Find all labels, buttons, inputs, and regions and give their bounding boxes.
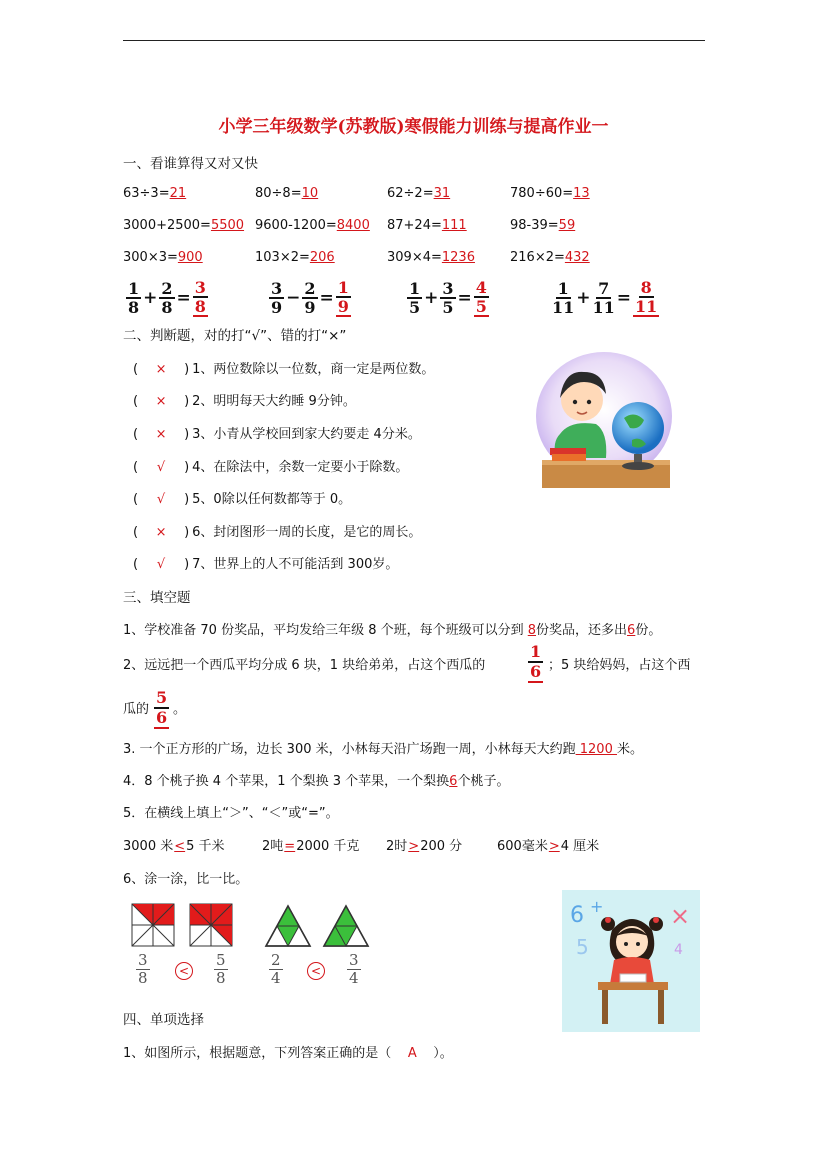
picture-fraction bbox=[269, 952, 283, 987]
fraction-equation bbox=[552, 279, 659, 317]
fraction bbox=[302, 280, 317, 316]
section-1-heading: 一、看谁算得又对又快 bbox=[123, 156, 258, 172]
fill-q2-text-1: 2、远远把一个西瓜平均分成 6 块，1 块给弟弟，占这个西瓜的 bbox=[123, 658, 486, 673]
fraction-numerator: 2 bbox=[271, 951, 281, 969]
paren-close: ) bbox=[184, 394, 190, 409]
paren-open: ( bbox=[133, 362, 139, 377]
calc-question: 309×4= bbox=[387, 250, 442, 265]
paren-close: ) bbox=[184, 492, 190, 507]
calc-answer: 59 bbox=[558, 218, 576, 233]
judge-mark: √ bbox=[156, 460, 166, 475]
calc-item bbox=[255, 186, 318, 201]
fill-q1-answer-1: 8 bbox=[527, 623, 537, 638]
calc-answer: 206 bbox=[309, 250, 335, 265]
fraction-numerator: 2 bbox=[161, 279, 173, 298]
fraction-denominator: 11 bbox=[552, 298, 575, 317]
equals-sign: = bbox=[319, 288, 334, 308]
fraction-numerator: 1 bbox=[557, 279, 569, 298]
calc-item bbox=[510, 218, 575, 233]
paren-open: ( bbox=[133, 394, 139, 409]
fill-q3-text-2: 米。 bbox=[616, 742, 643, 757]
fill-q2-fraction-1 bbox=[528, 643, 543, 683]
calc-item bbox=[255, 218, 370, 233]
calc-question: 3000+2500= bbox=[123, 218, 211, 233]
equals-sign: = bbox=[457, 288, 472, 308]
fraction-numerator: 8 bbox=[640, 278, 652, 297]
svg-text:5: 5 bbox=[576, 935, 589, 959]
fraction-denominator: 4 bbox=[271, 969, 281, 987]
judge-item bbox=[133, 521, 421, 540]
fraction-denominator: 8 bbox=[194, 297, 206, 316]
fraction-denominator: 6 bbox=[530, 662, 542, 681]
judge-mark: × bbox=[155, 427, 167, 442]
fraction-denominator: 8 bbox=[161, 298, 173, 317]
paren-close: ) bbox=[184, 525, 190, 540]
svg-text:4: 4 bbox=[674, 942, 683, 958]
judge-mark: √ bbox=[156, 492, 166, 507]
fraction-numerator: 5 bbox=[216, 951, 226, 969]
compare-sign: > bbox=[408, 839, 420, 854]
fill-q1-answer-2: 6 bbox=[627, 623, 636, 638]
compare-right: 200 分 bbox=[420, 839, 463, 854]
paren-open: ( bbox=[133, 557, 139, 572]
calc-question: 80÷8= bbox=[255, 186, 302, 201]
calc-item bbox=[123, 218, 244, 233]
judge-item bbox=[133, 358, 434, 377]
judge-mark: √ bbox=[156, 557, 166, 572]
calc-answer: 31 bbox=[433, 186, 451, 201]
result-fraction bbox=[193, 279, 208, 317]
compare-left: 3000 米 bbox=[123, 839, 174, 854]
choice-q1-text-2: ）。 bbox=[433, 1046, 453, 1061]
calc-answer: 10 bbox=[301, 186, 319, 201]
svg-text:+: + bbox=[590, 897, 604, 916]
calc-answer: 900 bbox=[177, 250, 203, 265]
calc-item bbox=[510, 186, 590, 201]
compare-circle: < bbox=[175, 962, 193, 980]
calc-question: 63÷3= bbox=[123, 186, 170, 201]
calc-item bbox=[255, 250, 335, 265]
fill-q3 bbox=[123, 738, 643, 757]
fill-q4 bbox=[123, 770, 509, 789]
calc-question: 780÷60= bbox=[510, 186, 574, 201]
judge-item bbox=[133, 456, 408, 475]
calc-question: 98-39= bbox=[510, 218, 559, 233]
fraction-numerator: 3 bbox=[442, 279, 454, 298]
fraction-denominator: 8 bbox=[128, 298, 140, 317]
fraction-denominator: 8 bbox=[216, 969, 226, 987]
equals-sign: = bbox=[176, 288, 191, 308]
compare-right: 2000 千克 bbox=[296, 839, 360, 854]
fraction-denominator: 8 bbox=[138, 969, 148, 987]
calc-question: 103×2= bbox=[255, 250, 310, 265]
compare-right: 5 千米 bbox=[186, 839, 225, 854]
choice-q1-text-1: 1、如图所示，根据题意，下列答案正确的是（ bbox=[123, 1046, 392, 1061]
calc-answer: 5500 bbox=[210, 218, 245, 233]
picture-fraction bbox=[214, 952, 228, 987]
fraction-denominator: 9 bbox=[304, 298, 316, 317]
result-fraction bbox=[336, 279, 351, 317]
result-fraction bbox=[633, 279, 659, 317]
choice-q1-answer: A bbox=[407, 1046, 417, 1061]
fraction-equation bbox=[126, 279, 208, 317]
judge-item bbox=[133, 553, 398, 572]
judge-item bbox=[133, 488, 351, 507]
paren-close: ) bbox=[184, 362, 190, 377]
judge-mark: × bbox=[155, 525, 167, 540]
shaded-squares-figure bbox=[130, 902, 240, 950]
calc-answer: 111 bbox=[441, 218, 467, 233]
judge-text: 6、封闭图形一周的长度，是它的周长。 bbox=[192, 525, 422, 540]
fraction-numerator: 7 bbox=[598, 279, 610, 298]
fraction bbox=[440, 280, 455, 316]
judge-text: 7、世界上的人不可能活到 300岁。 bbox=[192, 557, 399, 572]
svg-text:×: × bbox=[670, 902, 691, 930]
operator: + bbox=[143, 288, 158, 308]
section-4-heading: 四、单项选择 bbox=[123, 1012, 204, 1028]
fill-q4-text-1: 4．8 个桃子换 4 个苹果，1 个梨换 3 个苹果，一个梨换 bbox=[123, 774, 450, 789]
calc-item bbox=[510, 250, 590, 265]
paren-close: ) bbox=[184, 460, 190, 475]
choice-q1 bbox=[123, 1042, 453, 1061]
fill-q4-answer: 6 bbox=[449, 774, 458, 789]
fraction bbox=[593, 280, 615, 316]
fraction-denominator: 9 bbox=[271, 298, 283, 317]
fill-q2-text-3: 瓜的 bbox=[123, 702, 150, 717]
calc-question: 300×3= bbox=[123, 250, 178, 265]
judge-text: 4、在除法中，余数一定要小于除数。 bbox=[192, 460, 409, 475]
fraction-numerator: 3 bbox=[194, 278, 206, 297]
fraction-numerator: 5 bbox=[156, 688, 168, 707]
operator: + bbox=[576, 288, 591, 308]
compare-right: 4 厘米 bbox=[560, 839, 600, 854]
paren-open: ( bbox=[133, 525, 139, 540]
paren-close: ) bbox=[184, 557, 190, 572]
calc-item bbox=[387, 250, 475, 265]
judge-item bbox=[133, 390, 356, 409]
fraction bbox=[126, 280, 141, 316]
compare-sign: > bbox=[548, 839, 560, 854]
fraction-denominator: 5 bbox=[442, 298, 454, 317]
paren-close: ) bbox=[184, 427, 190, 442]
picture-fraction bbox=[136, 952, 150, 987]
equals-sign: = bbox=[616, 288, 632, 308]
compare-item bbox=[386, 835, 462, 854]
fraction-numerator: 3 bbox=[138, 951, 148, 969]
compare-left: 2吨 bbox=[262, 839, 284, 854]
calc-item bbox=[387, 186, 450, 201]
calc-answer: 13 bbox=[573, 186, 590, 201]
operator: + bbox=[424, 288, 439, 308]
calc-answer: 1236 bbox=[441, 250, 475, 265]
fill-q5: 5．在横线上填上“＞”、“＜”或“=”。 bbox=[123, 806, 339, 821]
compare-item bbox=[262, 835, 359, 854]
calc-item bbox=[123, 250, 203, 265]
fill-q1-text-1: 1、学校准备 70 份奖品，平均发给三年级 8 个班，每个班级可以分到 bbox=[123, 623, 528, 638]
compare-left: 600毫米 bbox=[497, 839, 548, 854]
fraction bbox=[407, 280, 422, 316]
judge-mark: × bbox=[155, 362, 167, 377]
fill-q6: 6、涂一涂，比一比。 bbox=[123, 872, 249, 887]
fraction-denominator: 4 bbox=[349, 969, 359, 987]
fraction-numerator: 4 bbox=[475, 278, 487, 297]
fraction-denominator: 9 bbox=[337, 297, 349, 316]
fill-q4-text-2: 个桃子。 bbox=[457, 774, 510, 789]
fraction-denominator: 11 bbox=[592, 298, 615, 317]
svg-text:6: 6 bbox=[570, 903, 584, 928]
fill-q1-text-3: 份。 bbox=[635, 623, 662, 638]
calc-answer: 21 bbox=[169, 186, 187, 201]
fraction-equation bbox=[407, 279, 489, 317]
calc-question: 87+24= bbox=[387, 218, 442, 233]
judge-mark: × bbox=[155, 394, 167, 409]
fraction-denominator: 5 bbox=[409, 298, 421, 317]
fraction-numerator: 1 bbox=[128, 279, 140, 298]
picture-fraction bbox=[347, 952, 361, 987]
fraction-numerator: 3 bbox=[349, 951, 359, 969]
fill-q2-fraction-2 bbox=[154, 689, 169, 729]
calc-answer: 8400 bbox=[336, 218, 370, 233]
fill-q2-text-2: ；5 块给妈妈，占这个西 bbox=[548, 658, 691, 673]
calc-question: 62÷2= bbox=[387, 186, 434, 201]
fill-q2-text-4: 。 bbox=[173, 702, 187, 717]
fraction-numerator: 2 bbox=[304, 279, 316, 298]
compare-circle: < bbox=[307, 962, 325, 980]
calc-question: 9600-1200= bbox=[255, 218, 337, 233]
paren-open: ( bbox=[133, 492, 139, 507]
judge-text: 2、明明每天大约睡 9分钟。 bbox=[192, 394, 356, 409]
judge-text: 1、两位数除以一位数，商一定是两位数。 bbox=[192, 362, 435, 377]
page-title: 小学三年级数学(苏教版)寒假能力训练与提高作业一 bbox=[218, 117, 609, 137]
judge-text: 3、小青从学校回到家大约要走 4分米。 bbox=[192, 427, 421, 442]
fraction-numerator: 1 bbox=[409, 279, 421, 298]
fill-q3-text-1: 3. 一个正方形的广场，边长 300 米，小林每天沿广场跑一周，小林每天大约跑 bbox=[123, 742, 576, 757]
compare-sign: = bbox=[284, 839, 296, 854]
fraction bbox=[269, 280, 284, 316]
fill-q2-line1 bbox=[123, 654, 485, 673]
girl-studying-illustration bbox=[562, 890, 700, 1032]
fraction bbox=[159, 280, 174, 316]
compare-item bbox=[123, 835, 225, 854]
fraction-denominator: 5 bbox=[475, 297, 487, 316]
paren-open: ( bbox=[133, 460, 139, 475]
judge-item bbox=[133, 423, 421, 442]
compare-item bbox=[497, 835, 599, 854]
fraction-numerator: 3 bbox=[271, 279, 283, 298]
fill-q1-text-2: 份奖品，还多出 bbox=[536, 623, 628, 638]
fraction-numerator: 1 bbox=[337, 278, 349, 297]
fraction-denominator: 11 bbox=[635, 297, 658, 316]
fill-q3-answer: 1200 bbox=[575, 742, 617, 757]
result-fraction bbox=[474, 279, 489, 317]
fraction bbox=[552, 280, 574, 316]
shaded-triangles-figure bbox=[264, 904, 374, 950]
operator: − bbox=[286, 288, 301, 308]
calc-item bbox=[123, 186, 186, 201]
header-rule bbox=[123, 40, 705, 41]
calc-item bbox=[387, 218, 467, 233]
section-3-heading: 三、填空题 bbox=[123, 590, 191, 606]
calc-answer: 432 bbox=[564, 250, 590, 265]
fraction-denominator: 6 bbox=[156, 708, 168, 727]
calc-question: 216×2= bbox=[510, 250, 565, 265]
fill-q1 bbox=[123, 619, 661, 638]
fraction-numerator: 1 bbox=[530, 642, 542, 661]
boy-globe-illustration bbox=[532, 348, 674, 494]
judge-text: 5、0除以任何数都等于 0。 bbox=[192, 492, 352, 507]
paren-open: ( bbox=[133, 427, 139, 442]
compare-left: 2时 bbox=[386, 839, 408, 854]
compare-sign: < bbox=[174, 839, 186, 854]
fraction-equation bbox=[269, 279, 351, 317]
section-2-heading: 二、判断题，对的打“√”、错的打“×” bbox=[123, 328, 347, 344]
